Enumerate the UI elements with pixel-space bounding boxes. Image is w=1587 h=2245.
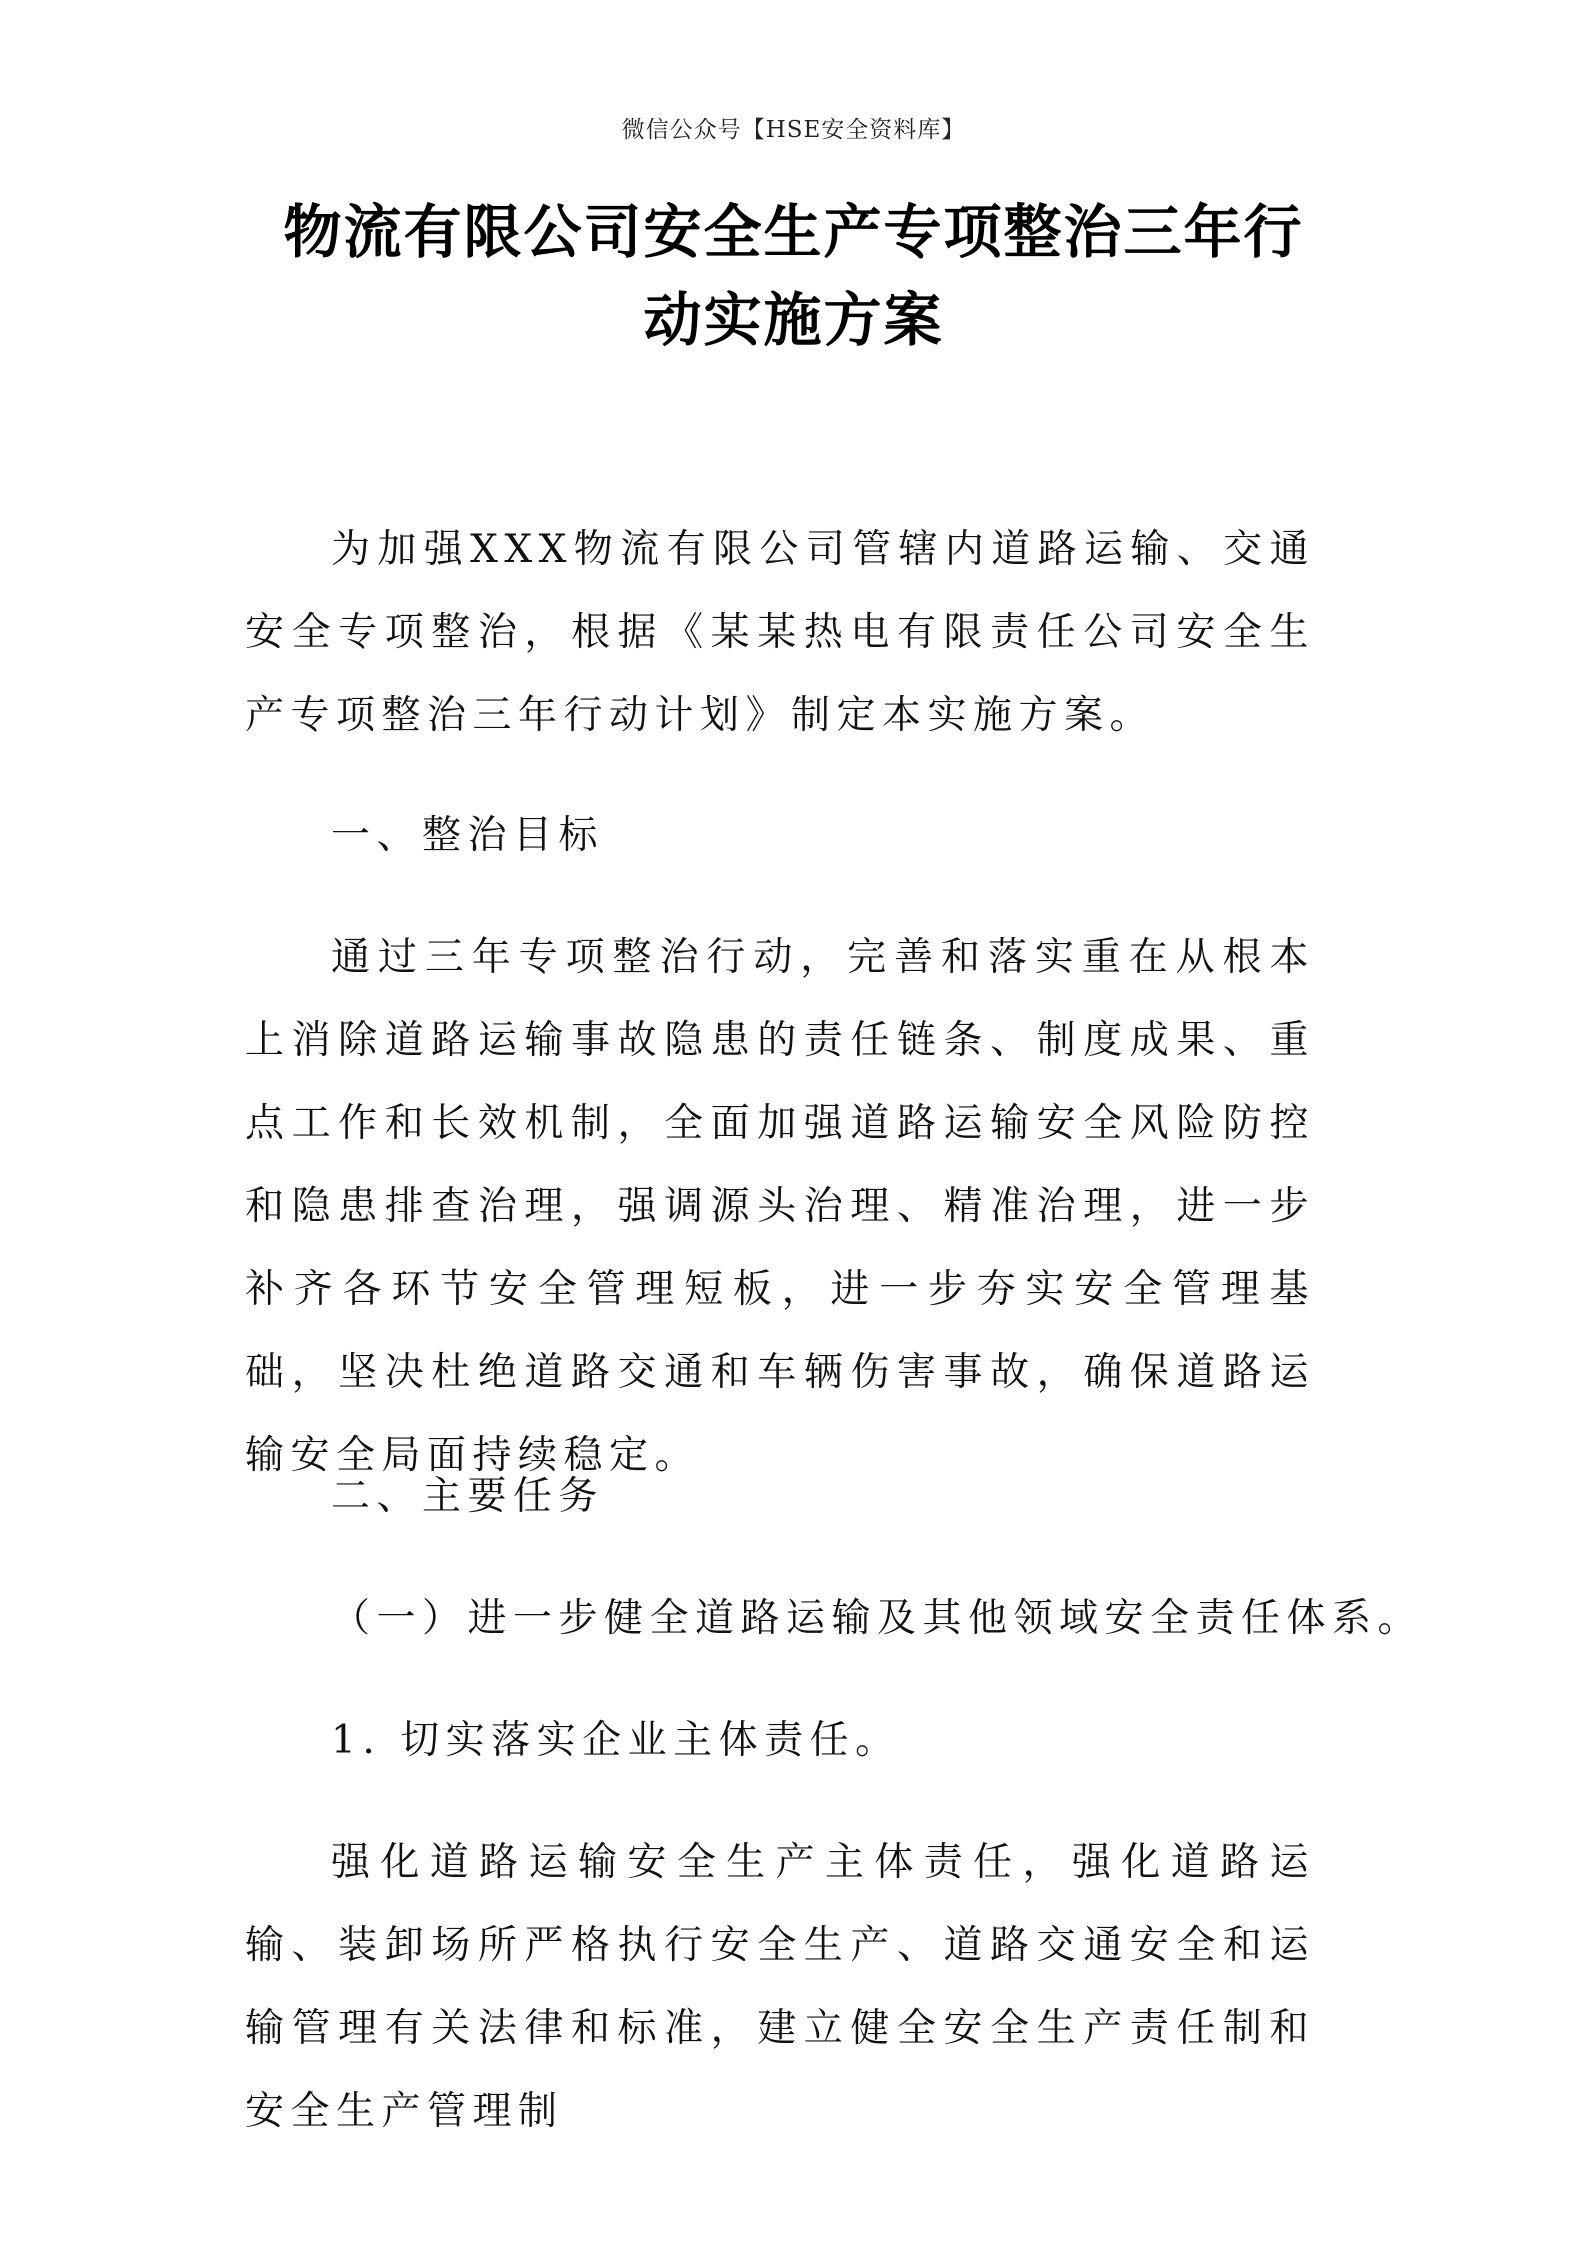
item-1-body: 强化道路运输安全生产主体责任，强化道路运输、装卸场所严格执行安全生产、道路交通安全和运输管理有关法律和标准，建立健全安全生产责任制和安全生产管理制	[245, 1840, 1315, 2134]
section-1-body: 通过三年专项整治行动，完善和落实重在从根本上消除道路运输事故隐患的责任链条、制度成果、重点工作和长效机制，全面加强道路运输安全风险防控和隐患排查治理，强调源头治理、精准治理，进一步补齐各环节安全管理短板，进一步夯实安全管理基础，坚决杜绝道路交通和车辆伤害事故，确保道路运输安全局面持续稳定。	[245, 935, 1315, 1478]
title-line-1: 物流有限公司安全生产专项整治三年行	[283, 198, 1304, 266]
subsection-1-heading: （一）进一步健全道路运输及其他领域安全责任体系。	[331, 1596, 1424, 1641]
title-line-2: 动实施方案	[643, 286, 944, 354]
document-title	[240, 188, 1347, 364]
item-1-heading: 1. 切实落实企业主体责任。	[331, 1718, 901, 1763]
intro-paragraph: 为加强XXX物流有限公司管辖内道路运输、交通安全专项整治，根据《某某热电有限责任公司安全生产专项整治三年行动计划》制定本实施方案。	[245, 527, 1315, 738]
header-note: 微信公众号【HSE安全资料库】	[621, 117, 966, 143]
section-1-heading: 一、整治目标	[331, 813, 605, 858]
section-2-heading: 二、主要任务	[331, 1474, 605, 1519]
